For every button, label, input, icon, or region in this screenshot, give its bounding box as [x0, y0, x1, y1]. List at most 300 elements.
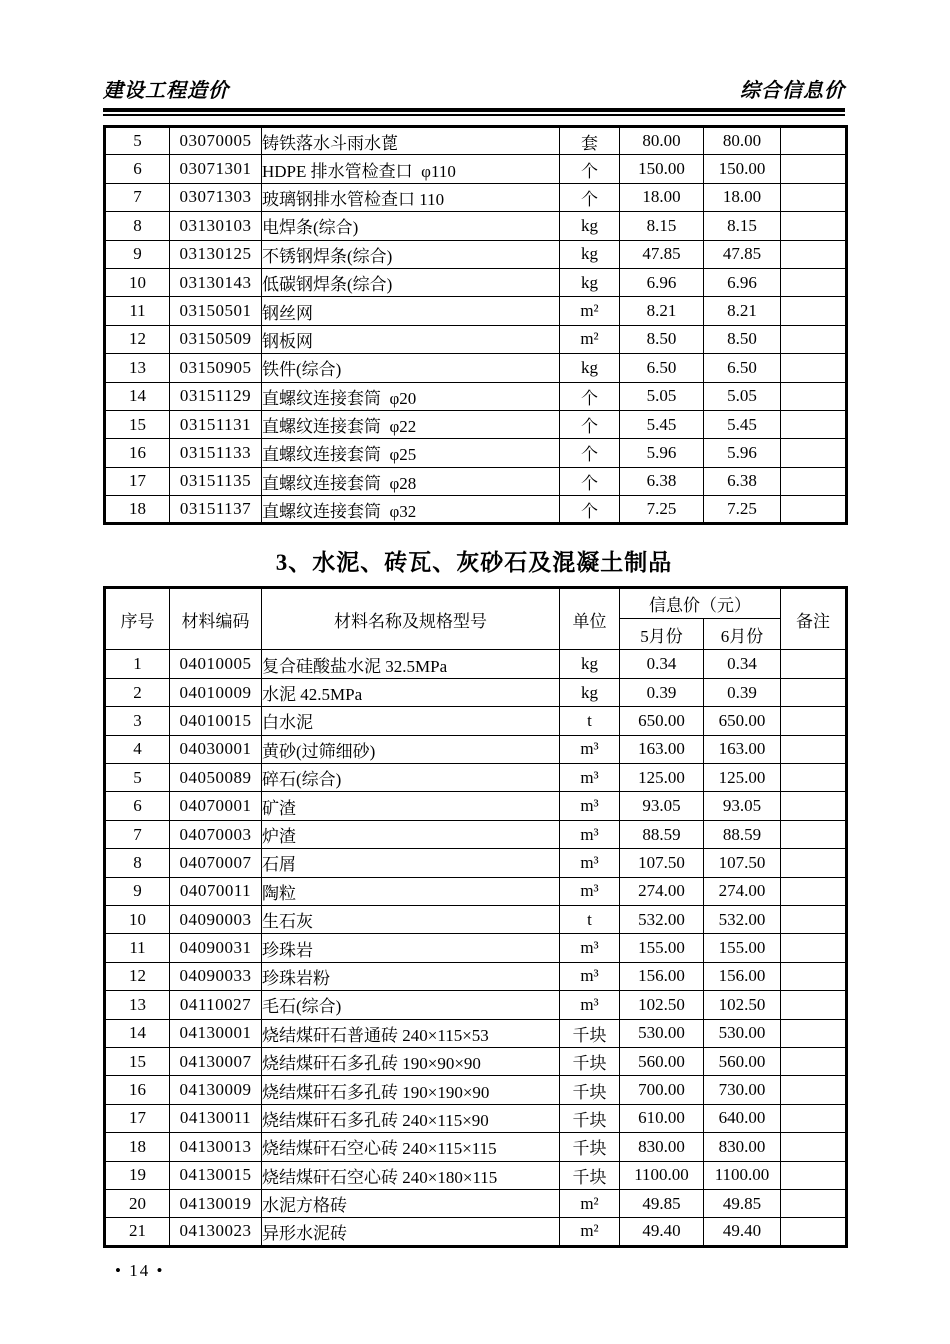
note-cell [781, 707, 847, 735]
name-cell: 钢板网 [262, 325, 560, 353]
price-jun-cell: 0.39 [704, 678, 781, 706]
name-cell: 烧结煤矸石普通砖 240×115×53 [262, 1019, 560, 1047]
seq-cell: 18 [105, 1133, 170, 1161]
code-cell: 04090033 [170, 962, 262, 990]
name-cell: 生石灰 [262, 905, 560, 933]
unit-cell: 千块 [560, 1133, 620, 1161]
price-jun-cell: 1100.00 [704, 1161, 781, 1189]
note-cell [781, 1218, 847, 1246]
code-cell: 03130125 [170, 240, 262, 268]
price-jun-cell: 18.00 [704, 183, 781, 211]
unit-cell: 千块 [560, 1047, 620, 1075]
unit-cell: m³ [560, 962, 620, 990]
col-header-seq: 序号 [105, 588, 170, 650]
table-row [105, 991, 847, 1019]
price-may-cell: 5.96 [620, 439, 704, 467]
code-cell: 03130103 [170, 212, 262, 240]
unit-cell: 个 [560, 439, 620, 467]
unit-cell: m³ [560, 877, 620, 905]
price-jun-cell: 6.50 [704, 354, 781, 382]
code-cell: 03150501 [170, 297, 262, 325]
seq-cell: 16 [105, 439, 170, 467]
seq-cell: 19 [105, 1161, 170, 1189]
note-cell [781, 439, 847, 467]
name-cell: 复合硅酸盐水泥 32.5MPa [262, 650, 560, 678]
price-jun-cell: 49.40 [704, 1218, 781, 1246]
price-jun-cell: 80.00 [704, 127, 781, 155]
name-cell: 铁件(综合) [262, 354, 560, 382]
col-header-note: 备注 [781, 588, 847, 650]
note-cell [781, 678, 847, 706]
table-row [105, 439, 847, 467]
price-may-cell: 560.00 [620, 1047, 704, 1075]
seq-cell: 14 [105, 1019, 170, 1047]
table-row [105, 877, 847, 905]
name-cell: 珍珠岩粉 [262, 962, 560, 990]
code-cell: 03130143 [170, 268, 262, 296]
unit-cell: m³ [560, 792, 620, 820]
materials-table-cement-body [105, 650, 847, 1246]
seq-cell: 8 [105, 849, 170, 877]
name-cell: 异形水泥砖 [262, 1218, 560, 1246]
price-may-cell: 93.05 [620, 792, 704, 820]
seq-cell: 15 [105, 1047, 170, 1075]
code-cell: 03151129 [170, 382, 262, 410]
table-row [105, 382, 847, 410]
name-cell: 烧结煤矸石空心砖 240×180×115 [262, 1161, 560, 1189]
col-header-unit: 单位 [560, 588, 620, 650]
col-header-month-jun: 6月份 [704, 619, 781, 650]
code-cell: 04130015 [170, 1161, 262, 1189]
price-jun-cell: 47.85 [704, 240, 781, 268]
note-cell [781, 1019, 847, 1047]
seq-cell: 6 [105, 792, 170, 820]
unit-cell: 个 [560, 496, 620, 524]
name-cell: 碎石(综合) [262, 764, 560, 792]
table-row [105, 1133, 847, 1161]
seq-cell: 12 [105, 325, 170, 353]
note-cell [781, 240, 847, 268]
table-row [105, 1218, 847, 1246]
price-may-cell: 530.00 [620, 1019, 704, 1047]
unit-cell: m³ [560, 934, 620, 962]
name-cell: 白水泥 [262, 707, 560, 735]
price-jun-cell: 7.25 [704, 496, 781, 524]
materials-table-continued [103, 125, 848, 525]
name-cell: 直螺纹连接套筒 φ28 [262, 467, 560, 495]
seq-cell: 8 [105, 212, 170, 240]
name-cell: 低碳钢焊条(综合) [262, 268, 560, 296]
code-cell: 04130001 [170, 1019, 262, 1047]
price-may-cell: 650.00 [620, 707, 704, 735]
table-row [105, 820, 847, 848]
table-row [105, 1047, 847, 1075]
price-jun-cell: 93.05 [704, 792, 781, 820]
price-jun-cell: 125.00 [704, 764, 781, 792]
seq-cell: 13 [105, 354, 170, 382]
seq-cell: 12 [105, 962, 170, 990]
table-row [105, 354, 847, 382]
price-jun-cell: 650.00 [704, 707, 781, 735]
price-may-cell: 125.00 [620, 764, 704, 792]
name-cell: 烧结煤矸石多孔砖 190×90×90 [262, 1047, 560, 1075]
materials-table-continued-body [105, 127, 847, 524]
price-jun-cell: 156.00 [704, 962, 781, 990]
price-may-cell: 18.00 [620, 183, 704, 211]
seq-cell: 5 [105, 764, 170, 792]
price-jun-cell: 5.05 [704, 382, 781, 410]
code-cell: 04070003 [170, 820, 262, 848]
materials-table-header [105, 588, 847, 650]
table-row [105, 155, 847, 183]
unit-cell: m³ [560, 764, 620, 792]
seq-cell: 7 [105, 820, 170, 848]
unit-cell: m² [560, 325, 620, 353]
price-may-cell: 274.00 [620, 877, 704, 905]
name-cell: 珍珠岩 [262, 934, 560, 962]
price-may-cell: 5.45 [620, 410, 704, 438]
col-header-code: 材料编码 [170, 588, 262, 650]
unit-cell: m² [560, 1218, 620, 1246]
price-may-cell: 49.40 [620, 1218, 704, 1246]
table-row [105, 297, 847, 325]
unit-cell: 个 [560, 467, 620, 495]
col-header-price-group: 信息价（元） [620, 588, 781, 619]
seq-cell: 14 [105, 382, 170, 410]
unit-cell: kg [560, 678, 620, 706]
col-header-month-may: 5月份 [620, 619, 704, 650]
price-jun-cell: 155.00 [704, 934, 781, 962]
price-jun-cell: 107.50 [704, 849, 781, 877]
price-jun-cell: 640.00 [704, 1104, 781, 1132]
code-cell: 04110027 [170, 991, 262, 1019]
seq-cell: 6 [105, 155, 170, 183]
section-title: 3、水泥、砖瓦、灰砂石及混凝土制品 [275, 550, 673, 576]
note-cell [781, 1104, 847, 1132]
unit-cell: 个 [560, 382, 620, 410]
price-jun-cell: 530.00 [704, 1019, 781, 1047]
table-row [105, 678, 847, 706]
unit-cell: kg [560, 268, 620, 296]
table-row [105, 707, 847, 735]
code-cell: 03151137 [170, 496, 262, 524]
table-row [105, 268, 847, 296]
note-cell [781, 735, 847, 763]
note-cell [781, 1076, 847, 1104]
unit-cell: m³ [560, 849, 620, 877]
name-cell: 炉渣 [262, 820, 560, 848]
price-jun-cell: 49.85 [704, 1189, 781, 1217]
unit-cell: m³ [560, 820, 620, 848]
name-cell: 烧结煤矸石多孔砖 240×115×90 [262, 1104, 560, 1132]
seq-cell: 17 [105, 467, 170, 495]
price-jun-cell: 8.15 [704, 212, 781, 240]
price-may-cell: 0.39 [620, 678, 704, 706]
note-cell [781, 934, 847, 962]
code-cell: 04010015 [170, 707, 262, 735]
note-cell [781, 1133, 847, 1161]
seq-cell: 10 [105, 268, 170, 296]
unit-cell: 个 [560, 410, 620, 438]
price-may-cell: 1100.00 [620, 1161, 704, 1189]
table-row [105, 1161, 847, 1189]
table-row [105, 410, 847, 438]
unit-cell: t [560, 905, 620, 933]
table-row [105, 1189, 847, 1217]
note-cell [781, 297, 847, 325]
price-jun-cell: 560.00 [704, 1047, 781, 1075]
note-cell [781, 155, 847, 183]
seq-cell: 20 [105, 1189, 170, 1217]
price-jun-cell: 163.00 [704, 735, 781, 763]
price-may-cell: 6.50 [620, 354, 704, 382]
name-cell: 钢丝网 [262, 297, 560, 325]
price-may-cell: 107.50 [620, 849, 704, 877]
note-cell [781, 496, 847, 524]
price-may-cell: 163.00 [620, 735, 704, 763]
price-jun-cell: 150.00 [704, 155, 781, 183]
note-cell [781, 183, 847, 211]
code-cell: 03071303 [170, 183, 262, 211]
unit-cell: 个 [560, 155, 620, 183]
name-cell: 黄砂(过筛细砂) [262, 735, 560, 763]
name-cell: HDPE 排水管检查口 φ110 [262, 155, 560, 183]
price-jun-cell: 5.45 [704, 410, 781, 438]
price-may-cell: 700.00 [620, 1076, 704, 1104]
name-cell: 铸铁落水斗雨水蓖 [262, 127, 560, 155]
price-may-cell: 8.15 [620, 212, 704, 240]
note-cell [781, 764, 847, 792]
unit-cell: 个 [560, 183, 620, 211]
seq-cell: 5 [105, 127, 170, 155]
price-jun-cell: 532.00 [704, 905, 781, 933]
unit-cell: kg [560, 650, 620, 678]
price-jun-cell: 730.00 [704, 1076, 781, 1104]
code-cell: 03151131 [170, 410, 262, 438]
price-may-cell: 88.59 [620, 820, 704, 848]
seq-cell: 7 [105, 183, 170, 211]
note-cell [781, 382, 847, 410]
table-row [105, 325, 847, 353]
table-row [105, 212, 847, 240]
note-cell [781, 650, 847, 678]
unit-cell: kg [560, 240, 620, 268]
head-rule-thick [103, 108, 845, 112]
code-cell: 04070011 [170, 877, 262, 905]
name-cell: 水泥 42.5MPa [262, 678, 560, 706]
unit-cell: kg [560, 354, 620, 382]
running-head [103, 0, 845, 103]
price-may-cell: 156.00 [620, 962, 704, 990]
price-may-cell: 8.21 [620, 297, 704, 325]
table-row [105, 650, 847, 678]
price-jun-cell: 830.00 [704, 1133, 781, 1161]
code-cell: 04050089 [170, 764, 262, 792]
price-may-cell: 155.00 [620, 934, 704, 962]
price-may-cell: 532.00 [620, 905, 704, 933]
table-row [105, 1076, 847, 1104]
note-cell [781, 127, 847, 155]
price-may-cell: 80.00 [620, 127, 704, 155]
seq-cell: 9 [105, 877, 170, 905]
seq-cell: 16 [105, 1076, 170, 1104]
code-cell: 03070005 [170, 127, 262, 155]
price-jun-cell: 274.00 [704, 877, 781, 905]
price-may-cell: 8.50 [620, 325, 704, 353]
note-cell [781, 820, 847, 848]
unit-cell: m³ [560, 991, 620, 1019]
note-cell [781, 849, 847, 877]
price-may-cell: 5.05 [620, 382, 704, 410]
note-cell [781, 792, 847, 820]
head-rule-thin [103, 114, 845, 116]
note-cell [781, 1189, 847, 1217]
note-cell [781, 467, 847, 495]
code-cell: 04030001 [170, 735, 262, 763]
price-may-cell: 49.85 [620, 1189, 704, 1217]
note-cell [781, 905, 847, 933]
note-cell [781, 354, 847, 382]
table-row [105, 1104, 847, 1132]
name-cell: 直螺纹连接套筒 φ32 [262, 496, 560, 524]
seq-cell: 2 [105, 678, 170, 706]
unit-cell: kg [560, 212, 620, 240]
code-cell: 04090031 [170, 934, 262, 962]
table-row [105, 240, 847, 268]
name-cell: 烧结煤矸石多孔砖 190×190×90 [262, 1076, 560, 1104]
seq-cell: 17 [105, 1104, 170, 1132]
seq-cell: 15 [105, 410, 170, 438]
unit-cell: 套 [560, 127, 620, 155]
unit-cell: 千块 [560, 1161, 620, 1189]
unit-cell: t [560, 707, 620, 735]
price-jun-cell: 8.21 [704, 297, 781, 325]
price-jun-cell: 5.96 [704, 439, 781, 467]
table-row [105, 792, 847, 820]
price-may-cell: 6.96 [620, 268, 704, 296]
code-cell: 04130013 [170, 1133, 262, 1161]
table-row [105, 496, 847, 524]
price-jun-cell: 6.38 [704, 467, 781, 495]
name-cell: 烧结煤矸石空心砖 240×115×115 [262, 1133, 560, 1161]
note-cell [781, 212, 847, 240]
name-cell: 玻璃钢排水管检查口 110 [262, 183, 560, 211]
price-may-cell: 102.50 [620, 991, 704, 1019]
name-cell: 陶粒 [262, 877, 560, 905]
price-jun-cell: 8.50 [704, 325, 781, 353]
code-cell: 03151133 [170, 439, 262, 467]
price-jun-cell: 88.59 [704, 820, 781, 848]
price-jun-cell: 102.50 [704, 991, 781, 1019]
code-cell: 04010009 [170, 678, 262, 706]
price-jun-cell: 6.96 [704, 268, 781, 296]
seq-cell: 1 [105, 650, 170, 678]
table-row [105, 764, 847, 792]
price-may-cell: 830.00 [620, 1133, 704, 1161]
code-cell: 04010005 [170, 650, 262, 678]
note-cell [781, 325, 847, 353]
code-cell: 03150509 [170, 325, 262, 353]
seq-cell: 11 [105, 297, 170, 325]
seq-cell: 21 [105, 1218, 170, 1246]
table-row [105, 735, 847, 763]
name-cell: 矿渣 [262, 792, 560, 820]
unit-cell: 千块 [560, 1076, 620, 1104]
price-may-cell: 47.85 [620, 240, 704, 268]
table-row [105, 934, 847, 962]
price-may-cell: 0.34 [620, 650, 704, 678]
code-cell: 04070001 [170, 792, 262, 820]
table-row [105, 905, 847, 933]
name-cell: 石屑 [262, 849, 560, 877]
code-cell: 04130023 [170, 1218, 262, 1246]
note-cell [781, 1161, 847, 1189]
table-row [105, 127, 847, 155]
name-cell: 直螺纹连接套筒 φ22 [262, 410, 560, 438]
name-cell: 水泥方格砖 [262, 1189, 560, 1217]
table-row [105, 183, 847, 211]
name-cell: 毛石(综合) [262, 991, 560, 1019]
materials-table-cement [103, 586, 848, 1247]
name-cell: 电焊条(综合) [262, 212, 560, 240]
note-cell [781, 410, 847, 438]
seq-cell: 13 [105, 991, 170, 1019]
code-cell: 04130019 [170, 1189, 262, 1217]
running-head-right: 综合信息价 [740, 80, 845, 102]
price-may-cell: 6.38 [620, 467, 704, 495]
code-cell: 04130011 [170, 1104, 262, 1132]
seq-cell: 4 [105, 735, 170, 763]
seq-cell: 18 [105, 496, 170, 524]
code-cell: 04130009 [170, 1076, 262, 1104]
seq-cell: 9 [105, 240, 170, 268]
name-cell: 不锈钢焊条(综合) [262, 240, 560, 268]
note-cell [781, 877, 847, 905]
unit-cell: 千块 [560, 1104, 620, 1132]
seq-cell: 10 [105, 905, 170, 933]
code-cell: 03150905 [170, 354, 262, 382]
note-cell [781, 962, 847, 990]
note-cell [781, 1047, 847, 1075]
code-cell: 04070007 [170, 849, 262, 877]
table-row [105, 467, 847, 495]
page-number: • 14 • [115, 1260, 165, 1280]
unit-cell: 千块 [560, 1019, 620, 1047]
note-cell [781, 268, 847, 296]
unit-cell: m³ [560, 735, 620, 763]
table-row [105, 1019, 847, 1047]
name-cell: 直螺纹连接套筒 φ20 [262, 382, 560, 410]
code-cell: 03071301 [170, 155, 262, 183]
table-row [105, 962, 847, 990]
price-may-cell: 610.00 [620, 1104, 704, 1132]
unit-cell: m² [560, 1189, 620, 1217]
code-cell: 03151135 [170, 467, 262, 495]
unit-cell: m² [560, 297, 620, 325]
table-row [105, 849, 847, 877]
seq-cell: 3 [105, 707, 170, 735]
price-may-cell: 7.25 [620, 496, 704, 524]
seq-cell: 11 [105, 934, 170, 962]
price-jun-cell: 0.34 [704, 650, 781, 678]
name-cell: 直螺纹连接套筒 φ25 [262, 439, 560, 467]
code-cell: 04090003 [170, 905, 262, 933]
note-cell [781, 991, 847, 1019]
col-header-name: 材料名称及规格型号 [262, 588, 560, 650]
code-cell: 04130007 [170, 1047, 262, 1075]
running-head-left: 建设工程造价 [103, 80, 229, 102]
price-may-cell: 150.00 [620, 155, 704, 183]
